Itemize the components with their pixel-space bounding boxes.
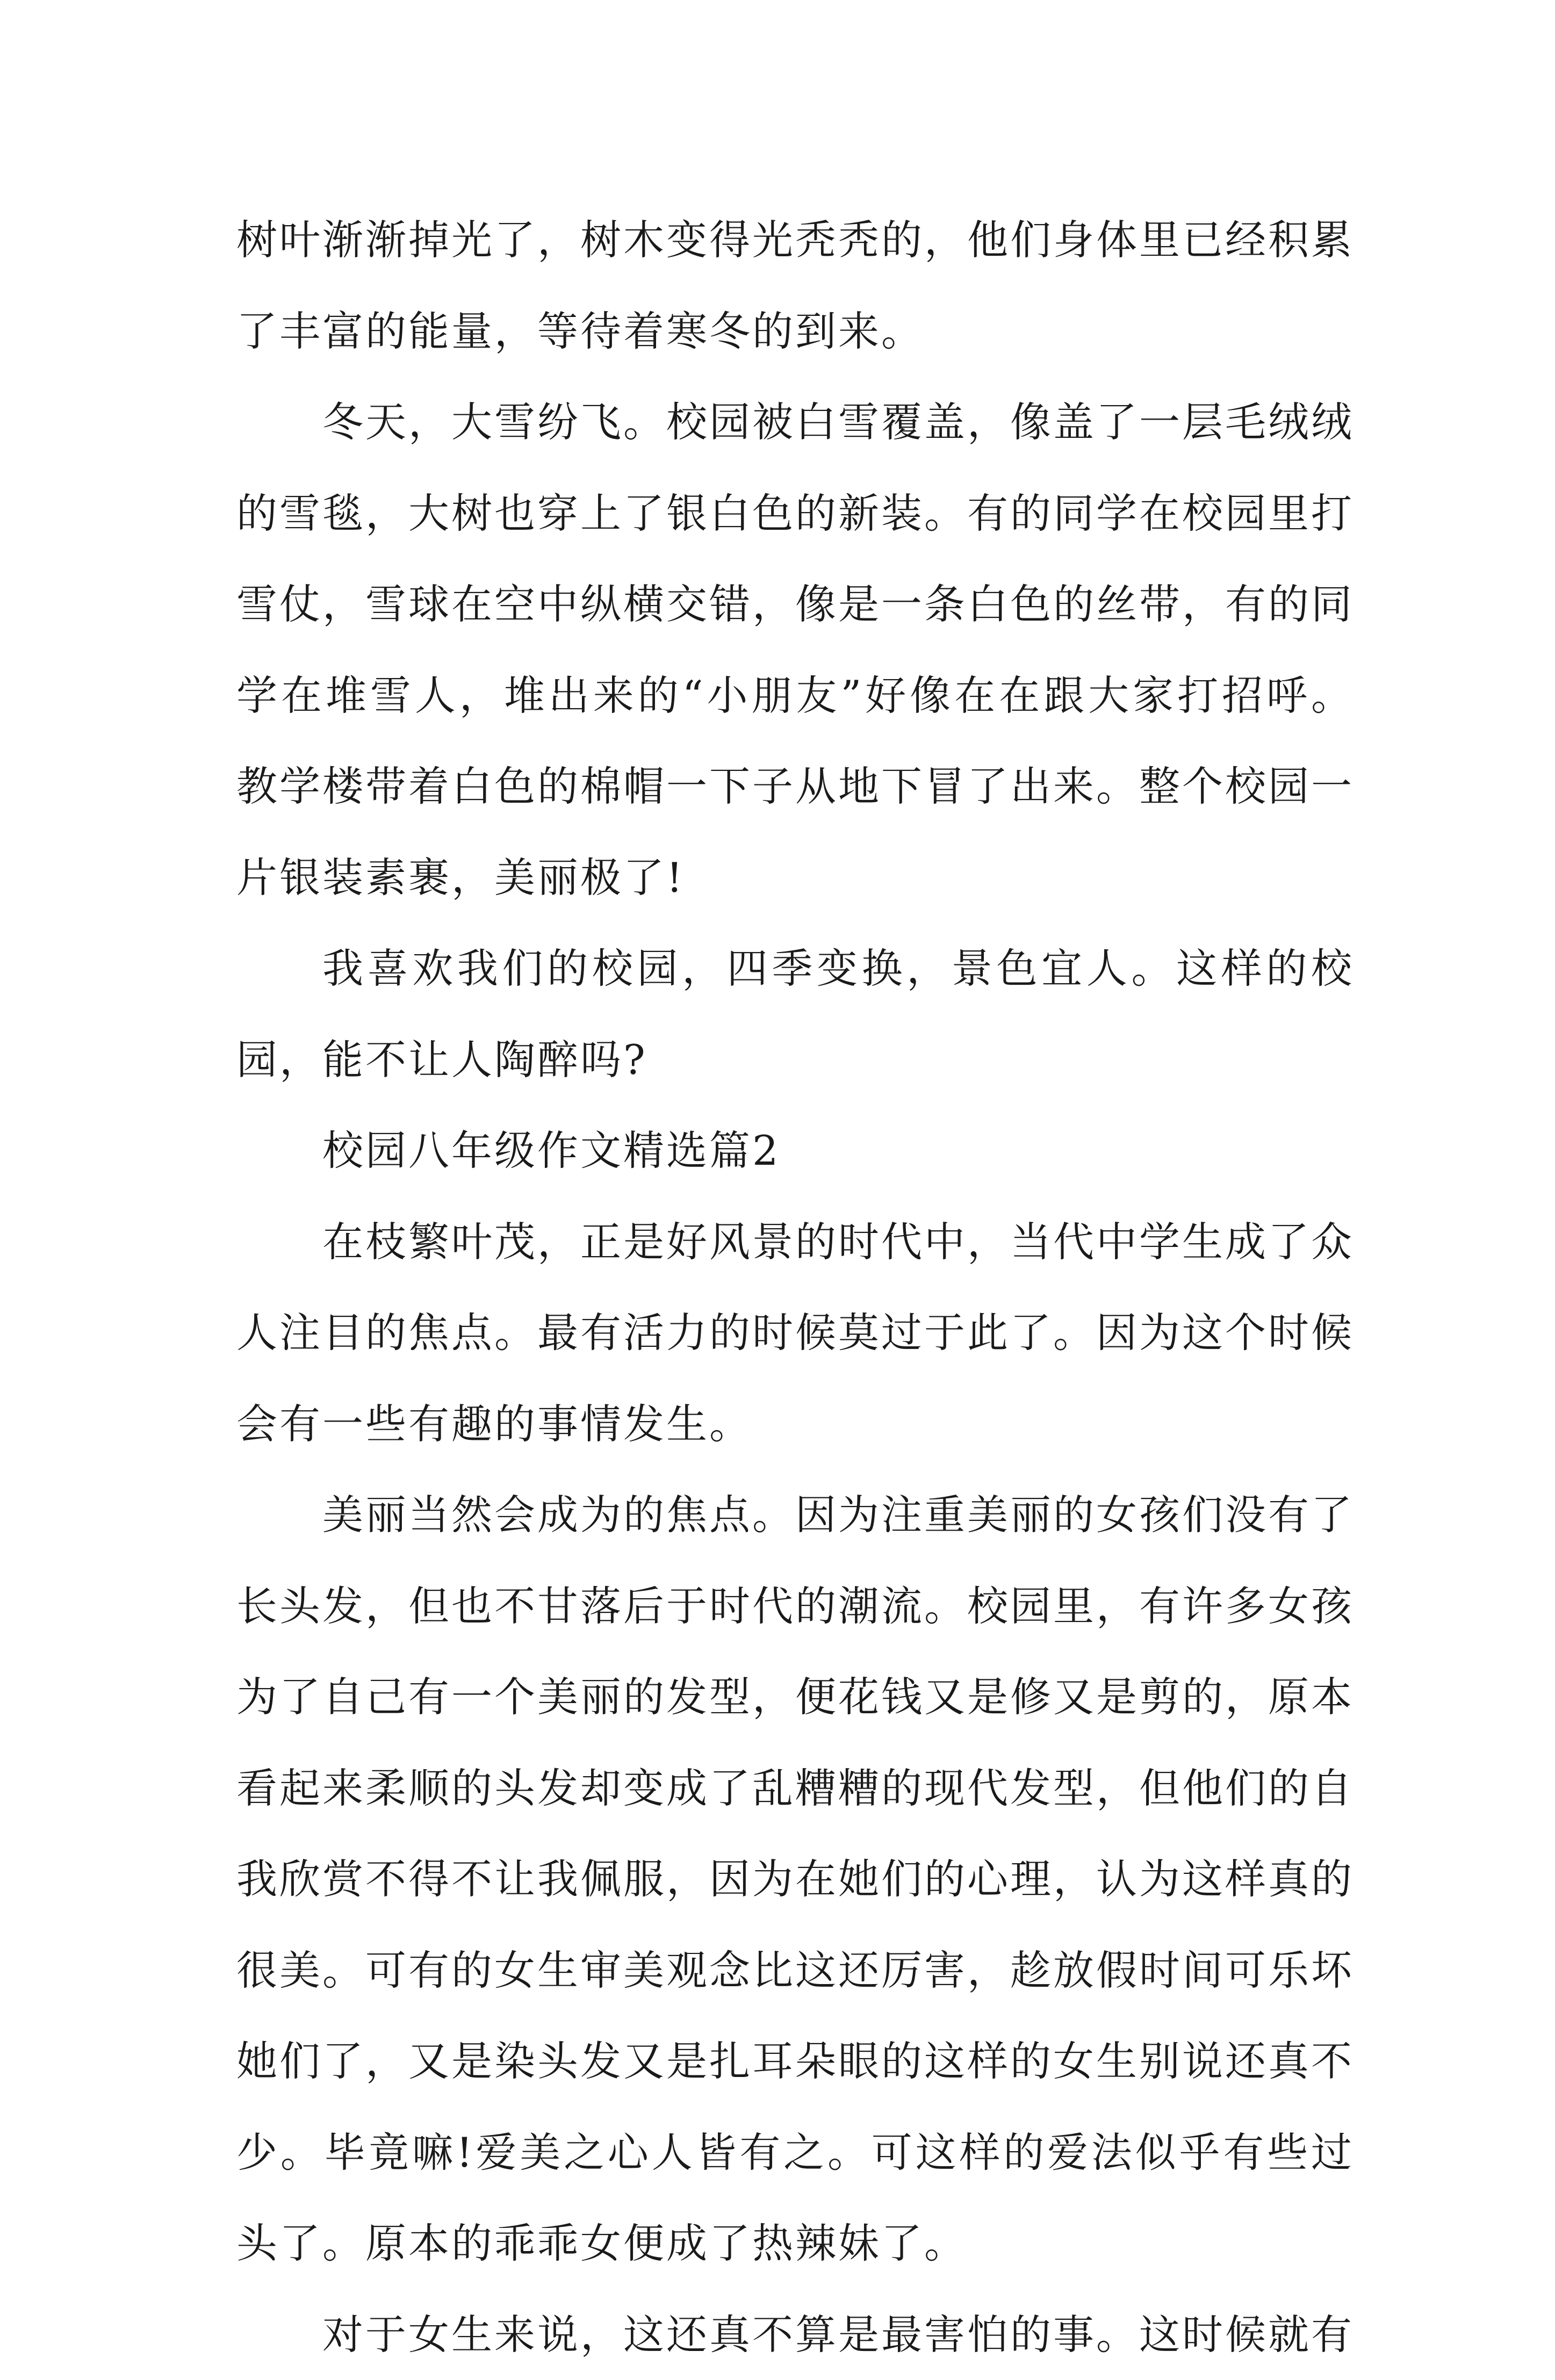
document-body bbox=[236, 194, 1354, 2380]
paragraph-5: 美丽当然会成为的焦点。因为注重美丽的女孩们没有了长头发，但也不甘落后于时代的潮流。校园里，有许多女孩为了自己有一个美丽的发型，便花钱又是修又是剪的，原本看起来柔顺的头发却变成了乱糟糟的现代发型，但他们的自我欣赏不得不让我佩服，因为在她们的心理，认为这样真的很美。可有的女生审美观念比这还厉害，趁放假时间可乐坏她们了，又是染头发又是扎耳朵眼的这样的女生别说还真不少。毕竟嘛!爱美之心人皆有之。可这样的爱法似乎有些过头了。原本的乖乖女便成了热辣妹了。 bbox=[236, 1469, 1354, 2289]
section-heading: 校园八年级作文精选篇2 bbox=[236, 1105, 1354, 1196]
paragraph-2: 冬天，大雪纷飞。校园被白雪覆盖，像盖了一层毛绒绒的雪毯，大树也穿上了银白色的新装。有的同学在校园里打雪仗，雪球在空中纵横交错，像是一条白色的丝带，有的同学在堆雪人，堆出来的“小朋友”好像在在跟大家打招呼。教学楼带着白色的棉帽一下子从地下冒了出来。整个校园一片银装素裹，美丽极了! bbox=[236, 377, 1354, 923]
paragraph-1: 树叶渐渐掉光了，树木变得光秃秃的，他们身体里已经积累了丰富的能量，等待着寒冬的到来。 bbox=[236, 194, 1354, 377]
paragraph-4: 在枝繁叶茂，正是好风景的时代中，当代中学生成了众人注目的焦点。最有活力的时候莫过于此了。因为这个时候会有一些有趣的事情发生。 bbox=[236, 1196, 1354, 1470]
paragraph-6: 对于女生来说，这还真不算是最害怕的事。这时候就有 bbox=[236, 2289, 1354, 2380]
paragraph-3: 我喜欢我们的校园，四季变换，景色宜人。这样的校园，能不让人陶醉吗? bbox=[236, 923, 1354, 1105]
